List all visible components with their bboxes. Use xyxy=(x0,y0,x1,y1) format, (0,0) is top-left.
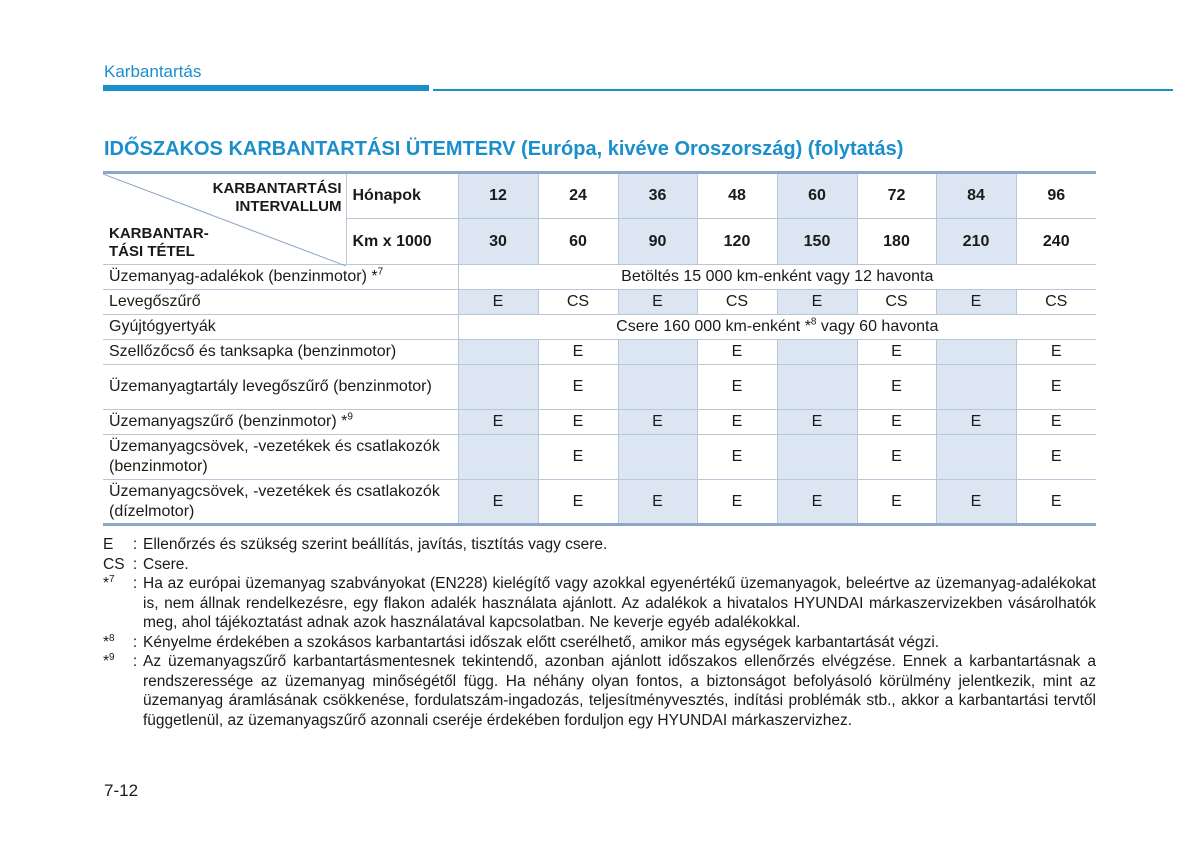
schedule-cell: E xyxy=(458,410,538,435)
row-item-label: Üzemanyagcsövek, -vezetékek és csatlakozók (benzinmotor) xyxy=(103,435,458,480)
table-row xyxy=(103,480,1096,525)
note-item: E : Ellenőrzés és szükség szerint beállítás, javítás, tisztítás vagy csere. xyxy=(103,536,608,553)
schedule-cell: E xyxy=(936,410,1016,435)
month-header: 72 xyxy=(857,173,936,219)
schedule-cell xyxy=(618,435,697,480)
schedule-cell xyxy=(777,435,857,480)
km-header: 30 xyxy=(458,219,538,265)
schedule-cell: E xyxy=(857,435,936,480)
month-header: 60 xyxy=(777,173,857,219)
schedule-cell: E xyxy=(538,480,618,525)
header-rule-thick xyxy=(103,85,429,91)
month-header: 48 xyxy=(697,173,777,219)
schedule-cell: E xyxy=(697,340,777,365)
maintenance-schedule-table xyxy=(103,171,1096,526)
km-label: Km x 1000 xyxy=(346,219,458,265)
km-header: 60 xyxy=(538,219,618,265)
schedule-cell: E xyxy=(1016,340,1096,365)
schedule-cell xyxy=(936,340,1016,365)
table-row xyxy=(103,315,1096,340)
row-item-label: Üzemanyagcsövek, -vezetékek és csatlakozók (dízelmotor) xyxy=(103,480,458,525)
table-row xyxy=(103,365,1096,410)
schedule-cell: E xyxy=(697,410,777,435)
table-row xyxy=(103,290,1096,315)
schedule-cell: E xyxy=(458,480,538,525)
schedule-cell xyxy=(458,340,538,365)
item-header-label: KARBANTAR- TÁSI TÉTEL xyxy=(109,225,209,260)
row-item-label: Üzemanyagtartály levegőszűrő (benzinmotor) xyxy=(103,365,458,410)
schedule-cell: CS xyxy=(1016,290,1096,315)
row-item-label: Szellőzőcső és tanksapka (benzinmotor) xyxy=(103,340,458,365)
schedule-cell: E xyxy=(538,410,618,435)
interval-header-label: KARBANTARTÁSI INTERVALLUM xyxy=(212,180,342,215)
page-title: IDŐSZAKOS KARBANTARTÁSI ÜTEMTERV (Európa, kivéve Oroszország) (folytatás) xyxy=(104,138,904,160)
schedule-cell: E xyxy=(697,480,777,525)
schedule-cell: E xyxy=(1016,365,1096,410)
schedule-cell xyxy=(777,365,857,410)
table-row xyxy=(103,435,1096,480)
schedule-cell xyxy=(458,365,538,410)
schedule-cell: E xyxy=(777,480,857,525)
schedule-cell: E xyxy=(857,410,936,435)
schedule-cell xyxy=(618,365,697,410)
table-row xyxy=(103,340,1096,365)
schedule-cell xyxy=(936,365,1016,410)
row-span-text: Betöltés 15 000 km-enként vagy 12 havonta xyxy=(458,265,1096,290)
schedule-cell: E xyxy=(936,480,1016,525)
schedule-cell: E xyxy=(697,435,777,480)
table-row xyxy=(103,410,1096,435)
schedule-cell: E xyxy=(857,480,936,525)
schedule-cell: E xyxy=(1016,410,1096,435)
note-item: *$^9$ : Az üzemanyagszűrő karbantartásmentesnek tekintendő, azonban ajánlott időszakos ellenőrzés elvégzése. Ennek a karbantartásnak a rendszeressége az üzemanyag minőségétől függ. Ha néhány olyan fontos, a biztonságot befolyásoló körülmény jelentkezik, mint az üzemanyag áramlásának csökkenése, fordulatszám-ingadozás, teljesítményvesztés, indítási problémák stb., akkor a karbantartási tervtől függetlenül, az üzemanyagszűrő azonnali cseréje érdekében forduljon egy HYUNDAI márkaszervizhez. xyxy=(103,651,1096,729)
row-item-label: Levegőszűrő xyxy=(103,290,458,315)
corner-header-cell xyxy=(103,173,346,265)
legend-notes xyxy=(103,535,1096,730)
note-item: *$^7$ : Ha az európai üzemanyag szabványokat (EN228) kielégítő vagy azokkal egyenértékű üzemanyagok, beleértve az üzemanyag-adalékokat is, nem állnak rendelkezésre, egy flakon adalék használata ajánlott. Az adalékok a hivatalos HYUNDAI márkaszervizekben vásárolhatók meg, ahol tájékoztatást adnak azok használatával kapcsolatban. Ne keverje egyéb adalékokkal. xyxy=(103,573,1096,631)
month-header: 96 xyxy=(1016,173,1096,219)
km-header: 120 xyxy=(697,219,777,265)
section-label: Karbantartás xyxy=(104,62,202,81)
schedule-cell: CS xyxy=(538,290,618,315)
note-item: *$^8$ : Kényelme érdekében a szokásos karbantartási időszak előtt cserélhető, amikor más egységek karbantartását végzi. xyxy=(103,632,940,651)
schedule-cell: E xyxy=(618,410,697,435)
table-row xyxy=(103,265,1096,290)
schedule-cell: E xyxy=(857,365,936,410)
km-header: 210 xyxy=(936,219,1016,265)
schedule-cell: E xyxy=(777,410,857,435)
row-item-label: Üzemanyag-adalékok (benzinmotor) *$^7$ xyxy=(103,265,458,290)
schedule-cell: E xyxy=(618,480,697,525)
schedule-cell: E xyxy=(1016,480,1096,525)
row-span-text: Csere 160 000 km-enként *$^8$ vagy 60 havonta xyxy=(458,315,1096,340)
month-header: 36 xyxy=(618,173,697,219)
schedule-cell: E xyxy=(857,340,936,365)
header-rule-thin xyxy=(433,89,1173,91)
page-number: 7-12 xyxy=(104,781,139,800)
km-header: 150 xyxy=(777,219,857,265)
km-header: 240 xyxy=(1016,219,1096,265)
schedule-cell: E xyxy=(458,290,538,315)
schedule-cell: E xyxy=(618,290,697,315)
schedule-cell: E xyxy=(538,435,618,480)
schedule-cell: E xyxy=(936,290,1016,315)
schedule-cell xyxy=(777,340,857,365)
schedule-cell: E xyxy=(538,340,618,365)
row-item-label: Gyújtógyertyák xyxy=(103,315,458,340)
km-header: 90 xyxy=(618,219,697,265)
months-label: Hónapok xyxy=(346,173,458,219)
row-item-label: Üzemanyagszűrő (benzinmotor) *$^9$ xyxy=(103,410,458,435)
note-item: CS : Csere. xyxy=(103,555,189,573)
month-header: 24 xyxy=(538,173,618,219)
km-header: 180 xyxy=(857,219,936,265)
month-header: 84 xyxy=(936,173,1016,219)
schedule-cell xyxy=(458,435,538,480)
schedule-cell: CS xyxy=(857,290,936,315)
month-header: 12 xyxy=(458,173,538,219)
schedule-cell: E xyxy=(697,365,777,410)
schedule-cell: CS xyxy=(697,290,777,315)
schedule-cell: E xyxy=(1016,435,1096,480)
schedule-cell xyxy=(936,435,1016,480)
schedule-cell: E xyxy=(538,365,618,410)
schedule-cell xyxy=(618,340,697,365)
schedule-cell: E xyxy=(777,290,857,315)
